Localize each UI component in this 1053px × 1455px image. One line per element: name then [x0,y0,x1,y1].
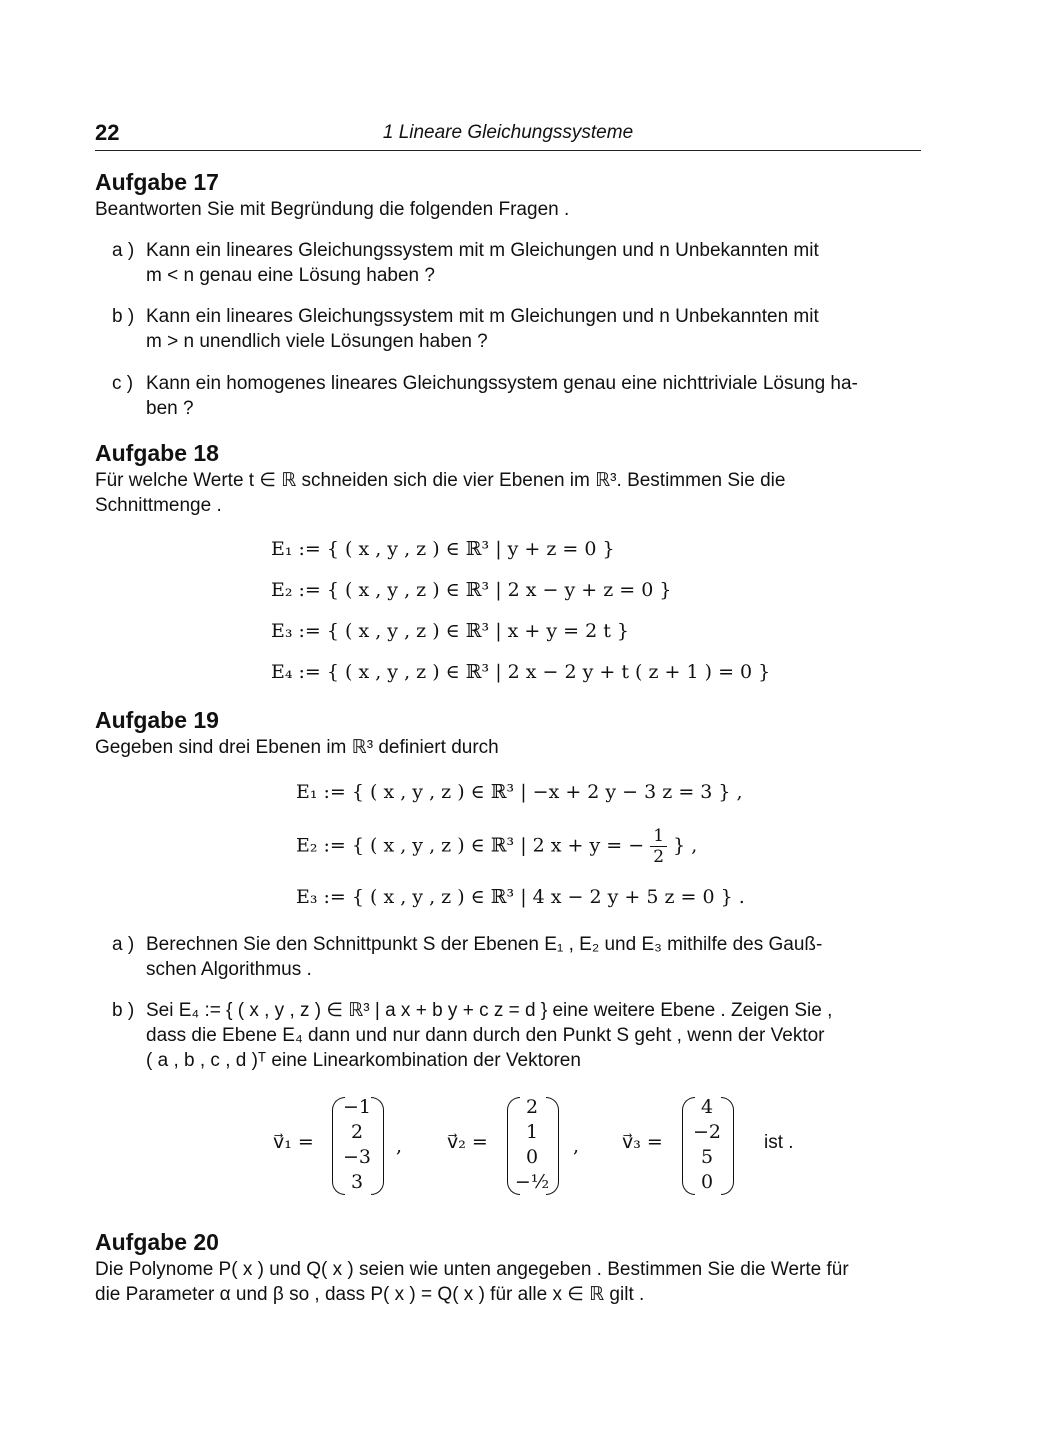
vector-entry: −½ [514,1171,550,1193]
exercise-18-intro-line2: Schnittmenge . [95,495,222,516]
vector-v3-label: v⃗₃ = [622,1131,663,1153]
exercise-20-title: Aufgabe 20 [95,1229,219,1255]
vector-entry: −3 [342,1146,371,1168]
item-label: a ) [112,934,135,955]
item-label: b ) [112,306,135,327]
exercise-19-intro: Gegeben sind drei Ebenen im ℝ³ definiert durch [95,737,499,758]
fraction-numerator: 1 [650,826,667,847]
equation-e2-left: E₂ := { ( x , y , z ) ∈ ℝ³ | 2 x + y = − [296,834,645,857]
equation-e1: E₁ := { ( x , y , z ) ∈ ℝ³ | y + z = 0 } [271,538,615,560]
item-text-line2: dass die Ebene E₄ dann und nur dann durch den Punkt S geht , wenn der Vektor [146,1025,825,1046]
item-text-line1: Kann ein lineares Gleichungssystem mit m Gleichungen und n Unbekannten mit [146,306,819,327]
right-paren [371,1097,384,1195]
vector-entry: 5 [700,1146,714,1168]
equation-e2: E₂ := { ( x , y , z ) ∈ ℝ³ | 2 x − y + z = 0 } [271,579,672,601]
equation-e3: E₃ := { ( x , y , z ) ∈ ℝ³ | x + y = 2 t } [271,620,629,642]
separator-comma: , [396,1135,403,1157]
exercise-18-intro-line1: Für welche Werte t ∈ ℝ schneiden sich die vier Ebenen im ℝ³. Bestimmen Sie die [95,470,786,491]
fraction [650,826,667,867]
item-text-line2: m < n genau eine Lösung haben ? [146,265,435,286]
vector-entry: 2 [525,1096,539,1118]
item-text-line1: Sei E₄ := { ( x , y , z ) ∈ ℝ³ | a x + b y + c z = d } eine weitere Ebene . Zeigen Sie , [146,1000,833,1021]
equation-e2 [296,826,697,867]
item-label: a ) [112,240,135,261]
exercise-19-title: Aufgabe 19 [95,707,219,733]
vector-entry: 0 [700,1171,714,1193]
fraction-denominator: 2 [653,847,665,867]
item-text-line1: Berechnen Sie den Schnittpunkt S der Ebenen E₁ , E₂ und E₃ mithilfe des Gauß- [146,934,823,955]
vector-v1-label: v⃗₁ = [273,1131,314,1153]
right-paren [546,1097,559,1195]
equation-e1: E₁ := { ( x , y , z ) ∈ ℝ³ | −x + 2 y − 3 z = 3 } , [296,781,743,803]
vector-row [0,1095,1053,1199]
equation-e4: E₄ := { ( x , y , z ) ∈ ℝ³ | 2 x − 2 y + t ( z + 1 ) = 0 } [271,661,771,683]
chapter-title: 1 Lineare Gleichungssysteme [382,122,634,143]
exercise-20-line2: die Parameter α und β so , dass P( x ) = Q( x ) für alle x ∈ ℝ gilt . [95,1284,645,1305]
vector-tail-text: ist . [764,1132,794,1153]
vector-entry: 4 [700,1096,714,1118]
vector-entry: −2 [692,1121,721,1143]
vector-entry: −1 [342,1096,371,1118]
separator-comma: , [573,1135,580,1157]
equation-e2-right: } , [673,834,698,857]
equation-e3: E₃ := { ( x , y , z ) ∈ ℝ³ | 4 x − 2 y + 5 z = 0 } . [296,886,745,908]
vector-entry: 2 [350,1121,364,1143]
vector-entry: 1 [525,1121,539,1143]
item-text-line2: ben ? [146,398,194,419]
item-label: b ) [112,1000,135,1021]
exercise-20-line1: Die Polynome P( x ) und Q( x ) seien wie unten angegeben . Bestimmen Sie die Werte für [95,1259,849,1280]
exercise-17-intro: Beantworten Sie mit Begründung die folgenden Fragen . [95,199,570,220]
exercise-18-title: Aufgabe 18 [95,440,219,466]
item-text-line2: m > n unendlich viele Lösungen haben ? [146,331,488,352]
item-text-line2: schen Algorithmus . [146,959,312,980]
vector-entry: 0 [525,1146,539,1168]
vector-entry: 3 [350,1171,364,1193]
item-label: c ) [112,373,134,394]
exercise-17-title: Aufgabe 17 [95,169,219,195]
vector-v2-label: v⃗₂ = [447,1131,488,1153]
item-text-line1: Kann ein homogenes lineares Gleichungssystem genau eine nichttriviale Lösung ha- [146,373,858,394]
right-paren [721,1097,734,1195]
item-text-line1: Kann ein lineares Gleichungssystem mit m Gleichungen und n Unbekannten mit [146,240,819,261]
page-header [95,118,921,151]
page-number: 22 [95,120,120,145]
item-text-line3: ( a , b , c , d )ᵀ eine Linearkombination der Vektoren [146,1050,581,1071]
